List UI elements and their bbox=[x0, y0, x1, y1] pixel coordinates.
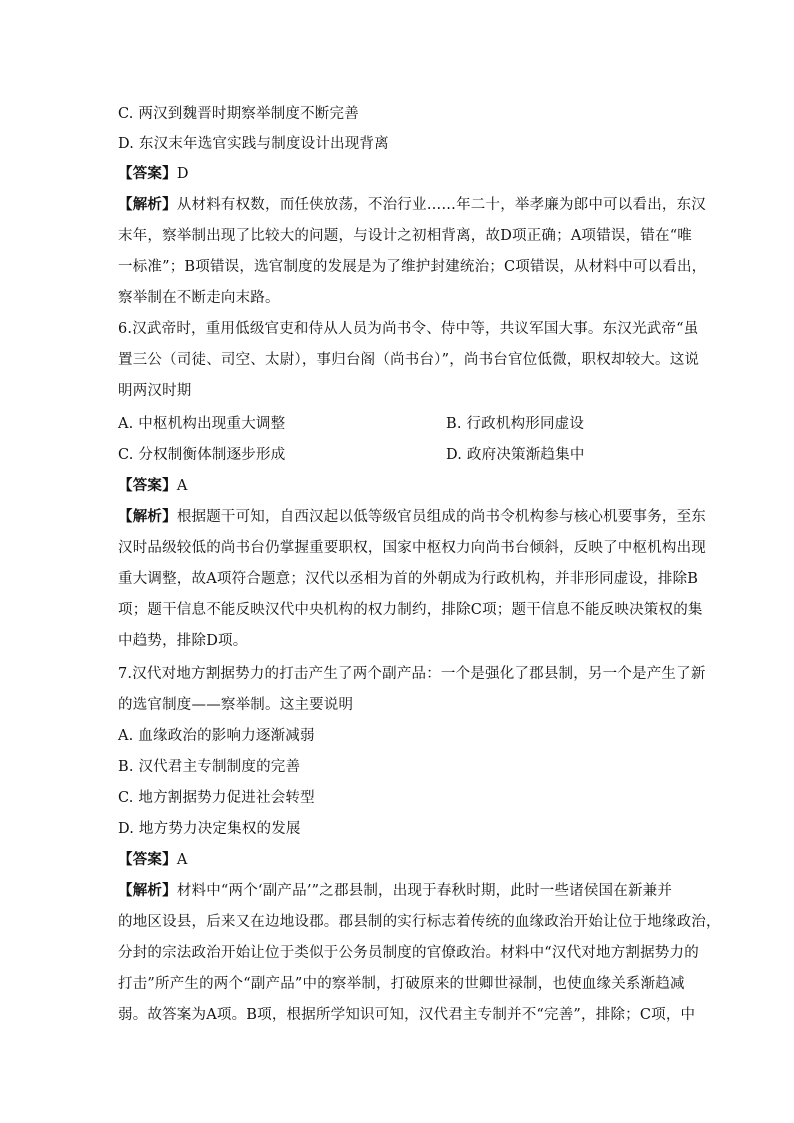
explanation-text: 一标准”；B项错误，选官制度的发展是为了维护封建统治；C项错误，从材料中可以看出， bbox=[118, 259, 707, 275]
explanation-text: 打击”所产生的两个“副产品”中的察举制，打破原来的世卿世禄制，也使血缘关系渐趋减 bbox=[118, 976, 685, 992]
explanation-line bbox=[118, 506, 707, 528]
explanation-text: 汉时品级较低的尚书台仍掌握重要职权，国家中枢权力向尚书台倾斜，反映了中枢机构出现 bbox=[118, 540, 706, 556]
answer-value: D bbox=[176, 166, 189, 182]
option-b: B. 行政机构形同虚设 bbox=[446, 416, 585, 432]
question-stem: 置三公（司徒、司空、太尉），事归台阁（尚书台）”，尚书台官位低微，职权却较大。这说 bbox=[118, 352, 700, 368]
option-d: D. 政府决策渐趋集中 bbox=[446, 447, 585, 463]
explanation-text: 末年，察举制出现了比较大的问题，与设计之初相背离，故D项正确；A项错误，错在“唯 bbox=[118, 228, 693, 244]
explanation-text: 中趋势，排除D项。 bbox=[118, 633, 248, 649]
option-c: C. 分权制衡体制逐步形成 bbox=[118, 447, 286, 463]
answer-tag: 【答案】 bbox=[118, 477, 177, 494]
option-c: C. 地方割据势力促进社会转型 bbox=[118, 790, 315, 806]
question-stem: 6.汉武帝时，重用低级官吏和侍从人员为尚书令、侍中等，共议军国大事。东汉光武帝“虽 bbox=[118, 321, 699, 337]
answer-line bbox=[118, 849, 678, 871]
answer-value: A bbox=[176, 852, 188, 868]
explanation-text: 材料中“两个‘副产品’”之郡县制，出现于春秋时期，此时一些诸侯国在新兼并 bbox=[176, 883, 673, 899]
explanation-text: 重大调整，故A项符合题意；汉代以丞相为首的外朝成为行政机构，并非形同虚设，排除B bbox=[118, 571, 699, 587]
question-stem: 7.汉代对地方割据势力的打击产生了两个副产品：一个是强化了郡县制，另一个是产生了新 bbox=[118, 666, 706, 682]
explanation-text: 分封的宗法政治开始让位于类似于公务员制度的官僚政治。材料中“汉代对地方割据势力的 bbox=[118, 945, 699, 961]
question-stem: 的选官制度——察举制。这主要说明 bbox=[118, 697, 354, 713]
answer-tag: 【答案】 bbox=[118, 851, 177, 868]
explanation-line bbox=[118, 880, 678, 902]
answer-value: A bbox=[176, 478, 188, 494]
option-d: D. 地方势力决定集权的发展 bbox=[118, 821, 301, 837]
explanation-text: 项；题干信息不能反映汉代中央机构的权力制约，排除C项；题干信息不能反映决策权的集 bbox=[118, 602, 703, 618]
explanation-line bbox=[118, 194, 707, 216]
answer-line bbox=[118, 475, 678, 497]
explanation-text: 察举制在不断走向末路。 bbox=[118, 290, 280, 306]
explanation-tag: 【解析】 bbox=[118, 882, 177, 899]
explanation-tag: 【解析】 bbox=[118, 508, 177, 525]
explanation-text: 的地区设县，后来又在边地设郡。郡县制的实行标志着传统的血缘政治开始让位于地缘政治， bbox=[118, 914, 721, 930]
option-c: C. 两汉到魏晋时期察举制度不断完善 bbox=[118, 106, 359, 122]
option-b: B. 汉代君主专制制度的完善 bbox=[118, 759, 301, 775]
explanation-text: 从材料有权数，而任侠放荡，不治行业……年二十，举孝廉为郎中可以看出，东汉 bbox=[176, 197, 707, 213]
answer-tag: 【答案】 bbox=[118, 165, 177, 182]
answer-line bbox=[118, 163, 678, 185]
option-a: A. 中枢机构出现重大调整 bbox=[118, 416, 286, 432]
option-d: D. 东汉末年选官实践与制度设计出现背离 bbox=[118, 136, 389, 152]
option-a: A. 血缘政治的影响力逐渐减弱 bbox=[118, 728, 315, 744]
explanation-text: 根据题干可知，自西汉起以低等级官员组成的尚书令机构参与核心机要事务，至东 bbox=[176, 509, 707, 525]
question-stem: 明两汉时期 bbox=[118, 383, 192, 399]
explanation-text: 弱。故答案为A项。B项，根据所学知识可知，汉代君主专制并不“完善”，排除；C项，中 bbox=[118, 1007, 696, 1023]
explanation-tag: 【解析】 bbox=[118, 196, 177, 213]
